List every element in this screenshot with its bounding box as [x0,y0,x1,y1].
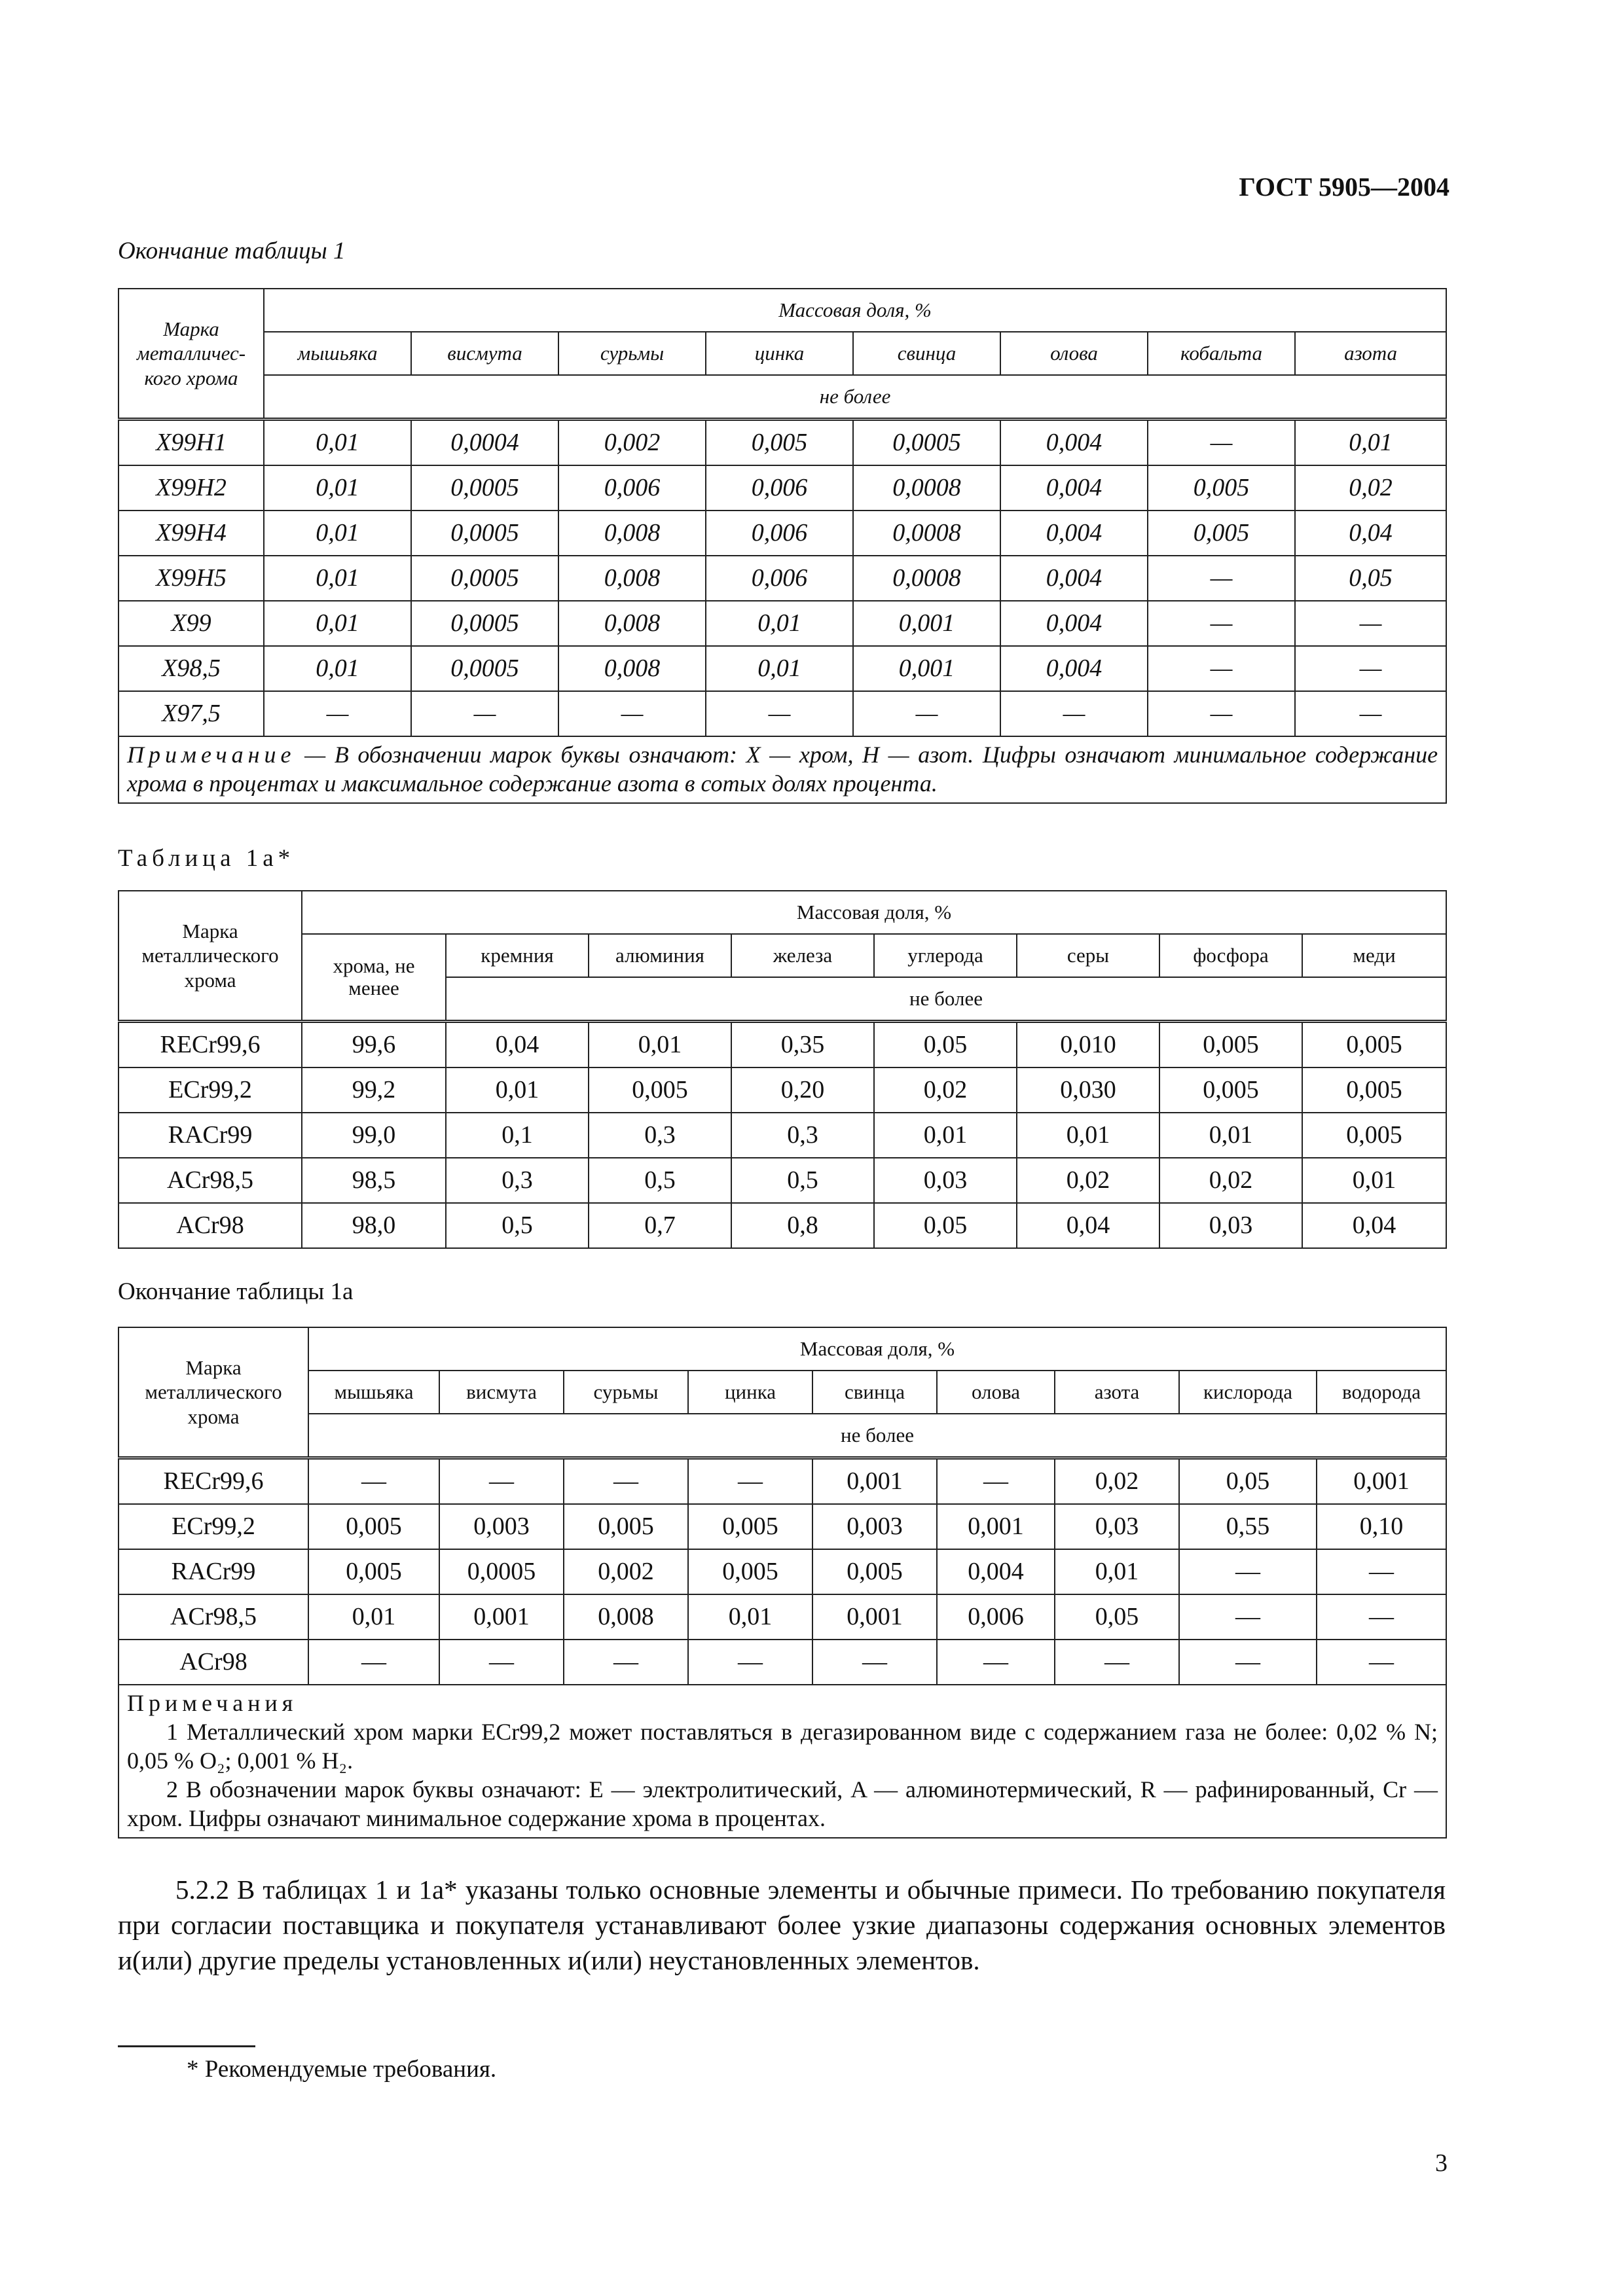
value-cell: 0,005 [308,1549,439,1594]
table-row [119,1203,1446,1248]
value-cell: — [1148,646,1295,691]
value-cell: — [937,1640,1055,1685]
value-cell: 0,03 [1055,1504,1179,1549]
value-cell: 0,01 [264,511,411,556]
column-header: сурьмы [558,332,706,375]
value-cell: 0,006 [706,465,853,511]
value-cell: 0,55 [1179,1504,1317,1549]
table-row [119,1158,1446,1203]
value-cell: 0,1 [446,1113,589,1158]
brand-cell: RECr99,6 [119,1458,308,1505]
value-cell: 0,04 [446,1022,589,1068]
value-cell: — [1317,1549,1446,1594]
value-cell: 0,01 [706,646,853,691]
value-cell: 0,008 [558,646,706,691]
value-cell: 0,010 [1017,1022,1159,1068]
column-header: азота [1295,332,1446,375]
value-cell: 0,01 [446,1067,589,1113]
value-cell: 0,0005 [439,1549,564,1594]
value-cell: — [937,1458,1055,1505]
value-cell: 0,03 [1159,1203,1302,1248]
paragraph-5-2-2: 5.2.2 В таблицах 1 и 1а* указаны только основные элементы и обычные примеси. По требованию покупателя при согласии поставщика и покупателя устанавливают более узкие диапазоны содержания основных элементов и(или) другие пределы установленных и(или) неустановленных элементов. [118,1874,1446,1976]
value-cell: — [688,1458,812,1505]
value-cell: 0,005 [706,420,853,466]
value-cell: 0,01 [1017,1113,1159,1158]
value-cell: 0,002 [558,420,706,466]
value-cell: — [812,1640,937,1685]
value-cell: — [1295,691,1446,736]
value-cell: 0,008 [564,1594,688,1640]
value-cell: 0,35 [731,1022,874,1068]
table-row [119,465,1446,511]
value-cell: 0,005 [1159,1022,1302,1068]
value-cell: 0,0008 [853,556,1000,601]
value-cell: 0,001 [853,646,1000,691]
value-cell: — [688,1640,812,1685]
column-header: сурьмы [564,1371,688,1414]
brand-cell: RACr99 [119,1113,302,1158]
value-cell: 0,001 [439,1594,564,1640]
table-row [119,646,1446,691]
value-cell: 0,3 [589,1113,731,1158]
column-header: алюминия [589,934,731,977]
brand-cell: X97,5 [119,691,264,736]
value-cell: 99,2 [302,1067,446,1113]
value-cell: 0,005 [1302,1067,1446,1113]
table1-note [119,736,1446,803]
column-header: азота [1055,1371,1179,1414]
table1a-caption: Таблица 1а* [118,845,295,872]
value-cell: 0,005 [1302,1113,1446,1158]
value-cell: 0,8 [731,1203,874,1248]
column-header: олова [937,1371,1055,1414]
value-cell: 0,01 [264,556,411,601]
value-cell: — [1295,646,1446,691]
brand-cell: ACr98 [119,1203,302,1248]
value-cell: 0,10 [1317,1504,1446,1549]
value-cell: 0,0005 [411,465,558,511]
value-cell: 0,3 [731,1113,874,1158]
value-cell: — [308,1640,439,1685]
value-cell: 0,01 [589,1022,731,1068]
limit-header: не более [264,375,1446,420]
value-cell: 0,02 [1295,465,1446,511]
table-row [119,1458,1446,1505]
value-cell: 0,008 [558,511,706,556]
value-cell: 0,003 [812,1504,937,1549]
value-cell: 0,3 [446,1158,589,1203]
value-cell: 0,0008 [853,465,1000,511]
value-cell: — [706,691,853,736]
note-1: 1 Металлический хром марки ECr99,2 может поставляться в дегазированном виде с содержанием газа не более: 0,02 % N; 0,05 % O₂; 0,001 % H₂. [127,1718,1438,1774]
value-cell: 0,01 [264,646,411,691]
brand-cell: X99H2 [119,465,264,511]
brand-cell: X99H4 [119,511,264,556]
value-cell: 0,0008 [853,511,1000,556]
brand-cell: ECr99,2 [119,1067,302,1113]
column-header: свинца [853,332,1000,375]
table1-end [118,288,1447,804]
table-row [119,691,1446,736]
value-cell: 0,02 [1017,1158,1159,1203]
column-header: свинца [812,1371,937,1414]
value-cell: 0,001 [853,601,1000,646]
brand-header: Марка металличес-кого хрома [119,289,264,420]
value-cell: 98,0 [302,1203,446,1248]
value-cell: 0,005 [1159,1067,1302,1113]
brand-cell: ACr98 [119,1640,308,1685]
table-row [119,511,1446,556]
footnote: * Рекомендуемые требования. [187,2056,497,2083]
column-header-chromium: хрома, не менее [302,934,446,1022]
table-row [119,1504,1446,1549]
column-header: железа [731,934,874,977]
value-cell: 0,01 [1055,1549,1179,1594]
value-cell: — [439,1640,564,1685]
table1-end-caption: Окончание таблицы 1 [118,238,346,264]
value-cell: 0,0005 [411,556,558,601]
value-cell: 0,002 [564,1549,688,1594]
brand-header: Марка металлического хрома [119,1327,308,1458]
brand-cell: RECr99,6 [119,1022,302,1068]
value-cell: 0,05 [1295,556,1446,601]
value-cell: 0,001 [812,1458,937,1505]
value-cell: 0,004 [1000,511,1148,556]
column-header: углерода [874,934,1017,977]
brand-cell: X98,5 [119,646,264,691]
value-cell: 0,030 [1017,1067,1159,1113]
value-cell: — [264,691,411,736]
brand-cell: ACr98,5 [119,1158,302,1203]
value-cell: 0,01 [1302,1158,1446,1203]
value-cell: — [558,691,706,736]
value-cell: — [564,1458,688,1505]
table1a-end-caption: Окончание таблицы 1а [118,1278,354,1305]
value-cell: 0,005 [812,1549,937,1594]
value-cell: — [1179,1549,1317,1594]
column-header: меди [1302,934,1446,977]
footnote-separator [118,2045,255,2047]
table1a-end [118,1327,1447,1839]
table-row [119,1022,1446,1068]
value-cell: 99,6 [302,1022,446,1068]
value-cell: 0,0005 [411,601,558,646]
value-cell: 0,006 [706,556,853,601]
value-cell: 0,01 [1295,420,1446,466]
value-cell: 0,0004 [411,420,558,466]
value-cell: 0,005 [564,1504,688,1549]
value-cell: 0,04 [1302,1203,1446,1248]
value-cell: 0,005 [1302,1022,1446,1068]
value-cell: 0,01 [688,1594,812,1640]
value-cell: 0,005 [688,1549,812,1594]
column-header: висмута [411,332,558,375]
column-header: цинка [706,332,853,375]
value-cell: 0,04 [1017,1203,1159,1248]
value-cell: — [1148,691,1295,736]
limit-header: не более [308,1414,1446,1458]
value-cell: 0,003 [439,1504,564,1549]
value-cell: 0,5 [731,1158,874,1203]
value-cell: 0,0005 [853,420,1000,466]
notes-label: Примечания [127,1690,298,1716]
value-cell: 0,02 [874,1067,1017,1113]
value-cell: 0,05 [1055,1594,1179,1640]
value-cell: — [1000,691,1148,736]
value-cell: — [1317,1594,1446,1640]
value-cell: 0,02 [1159,1158,1302,1203]
value-cell: — [1055,1640,1179,1685]
value-cell: 0,001 [812,1594,937,1640]
column-header: висмута [439,1371,564,1414]
note-2: 2 В обозначении марок буквы означают: E — электролитический, A — алюминотермический, R — рафинированный, Cr — хром. Цифры означают минимальное содержание хрома в процентах. [127,1776,1438,1831]
column-header: кобальта [1148,332,1295,375]
value-cell: — [853,691,1000,736]
value-cell: 0,006 [937,1594,1055,1640]
table-row [119,556,1446,601]
value-cell: 0,004 [937,1549,1055,1594]
note-label: Примечание [127,742,296,768]
value-cell: — [411,691,558,736]
brand-cell: ECr99,2 [119,1504,308,1549]
column-header: мышьяка [264,332,411,375]
column-header: водорода [1317,1371,1446,1414]
brand-cell: X99H5 [119,556,264,601]
value-cell: 0,005 [688,1504,812,1549]
column-header: мышьяка [308,1371,439,1414]
table-row [119,1067,1446,1113]
value-cell: 0,01 [264,601,411,646]
table-row [119,1640,1446,1685]
brand-header: Марка металлического хрома [119,891,302,1022]
value-cell: 0,02 [1055,1458,1179,1505]
table-row [119,1549,1446,1594]
value-cell: 0,001 [1317,1458,1446,1505]
brand-cell: RACr99 [119,1549,308,1594]
value-cell: — [308,1458,439,1505]
value-cell: 0,0005 [411,511,558,556]
value-cell: — [1317,1640,1446,1685]
value-cell: 0,005 [308,1504,439,1549]
value-cell: 0,03 [874,1158,1017,1203]
group-header: Массовая доля, % [264,289,1446,332]
value-cell: 0,001 [937,1504,1055,1549]
value-cell: 0,005 [1148,465,1295,511]
value-cell: 0,05 [874,1022,1017,1068]
column-header: кремния [446,934,589,977]
value-cell: 0,01 [264,420,411,466]
value-cell: 0,004 [1000,465,1148,511]
table1a [118,890,1447,1249]
limit-header: не более [446,977,1446,1022]
value-cell: 0,01 [706,601,853,646]
value-cell: — [439,1458,564,1505]
value-cell: 0,20 [731,1067,874,1113]
value-cell: 0,5 [446,1203,589,1248]
value-cell: 0,008 [558,601,706,646]
document-id: ГОСТ 5905—2004 [1239,172,1450,202]
value-cell: — [1295,601,1446,646]
column-header: цинка [688,1371,812,1414]
value-cell: 0,006 [558,465,706,511]
note-text: — В обозначении марок буквы означают: X — хром, H — азот. Цифры означают минимальное содержание хрома в процентах и максимальное содержание азота в сотых долях процента. [127,742,1438,797]
value-cell: 0,7 [589,1203,731,1248]
value-cell: 0,004 [1000,556,1148,601]
value-cell: 0,05 [874,1203,1017,1248]
value-cell: 0,01 [308,1594,439,1640]
value-cell: 0,004 [1000,420,1148,466]
column-header: олова [1000,332,1148,375]
brand-cell: X99H1 [119,420,264,466]
column-header: фосфора [1159,934,1302,977]
value-cell: 0,004 [1000,601,1148,646]
value-cell: 0,004 [1000,646,1148,691]
group-header: Массовая доля, % [302,891,1446,934]
column-header: кислорода [1179,1371,1317,1414]
table-row [119,420,1446,466]
value-cell: 0,01 [264,465,411,511]
table1a-notes [119,1685,1446,1838]
value-cell: — [1148,420,1295,466]
group-header: Массовая доля, % [308,1327,1446,1371]
value-cell: 0,005 [1148,511,1295,556]
brand-cell: X99 [119,601,264,646]
value-cell: — [1179,1640,1317,1685]
table-row [119,1594,1446,1640]
value-cell: — [564,1640,688,1685]
value-cell: 98,5 [302,1158,446,1203]
brand-cell: ACr98,5 [119,1594,308,1640]
value-cell: — [1179,1594,1317,1640]
value-cell: 0,01 [1159,1113,1302,1158]
value-cell: 0,005 [589,1067,731,1113]
column-header: серы [1017,934,1159,977]
value-cell: — [1148,601,1295,646]
value-cell: 99,0 [302,1113,446,1158]
value-cell: 0,0005 [411,646,558,691]
table-row [119,1113,1446,1158]
value-cell: 0,04 [1295,511,1446,556]
table-row [119,601,1446,646]
page-number: 3 [1435,2149,1448,2177]
value-cell: 0,5 [589,1158,731,1203]
value-cell: 0,006 [706,511,853,556]
value-cell: 0,01 [874,1113,1017,1158]
value-cell: — [1148,556,1295,601]
value-cell: 0,05 [1179,1458,1317,1505]
value-cell: 0,008 [558,556,706,601]
